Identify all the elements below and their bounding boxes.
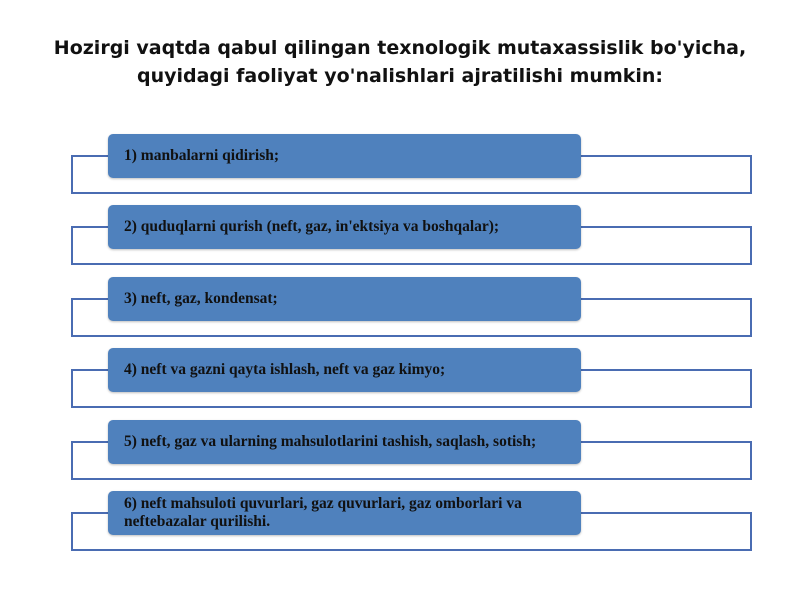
title-line-1: Hozirgi vaqtda qabul qilingan texnologik mutaxassislik bo'yicha, [53,37,747,59]
list-item-3 [0,277,800,339]
list-item-4 [0,348,800,410]
title-line-2: quyidagi faoliyat yo'nalishlari ajratilishi mumkin: [136,65,664,87]
page-title [40,34,760,90]
list-item-6 [0,491,800,553]
list-item-1 [0,134,800,196]
item-label-3: 3) neft, gaz, kondensat; [108,277,581,321]
item-label-6: 6) neft mahsuloti quvurlari, gaz quvurlari, gaz omborlari va neftebazalar qurilishi. [108,491,581,535]
item-label-2: 2) quduqlarni qurish (neft, gaz, in'ektsiya va boshqalar); [108,205,581,249]
list-item-2 [0,205,800,267]
item-label-5: 5) neft, gaz va ularning mahsulotlarini tashish, saqlash, sotish; [108,420,581,464]
item-label-4: 4) neft va gazni qayta ishlash, neft va gaz kimyo; [108,348,581,392]
list-item-5 [0,420,800,482]
item-label-1: 1) manbalarni qidirish; [108,134,581,178]
